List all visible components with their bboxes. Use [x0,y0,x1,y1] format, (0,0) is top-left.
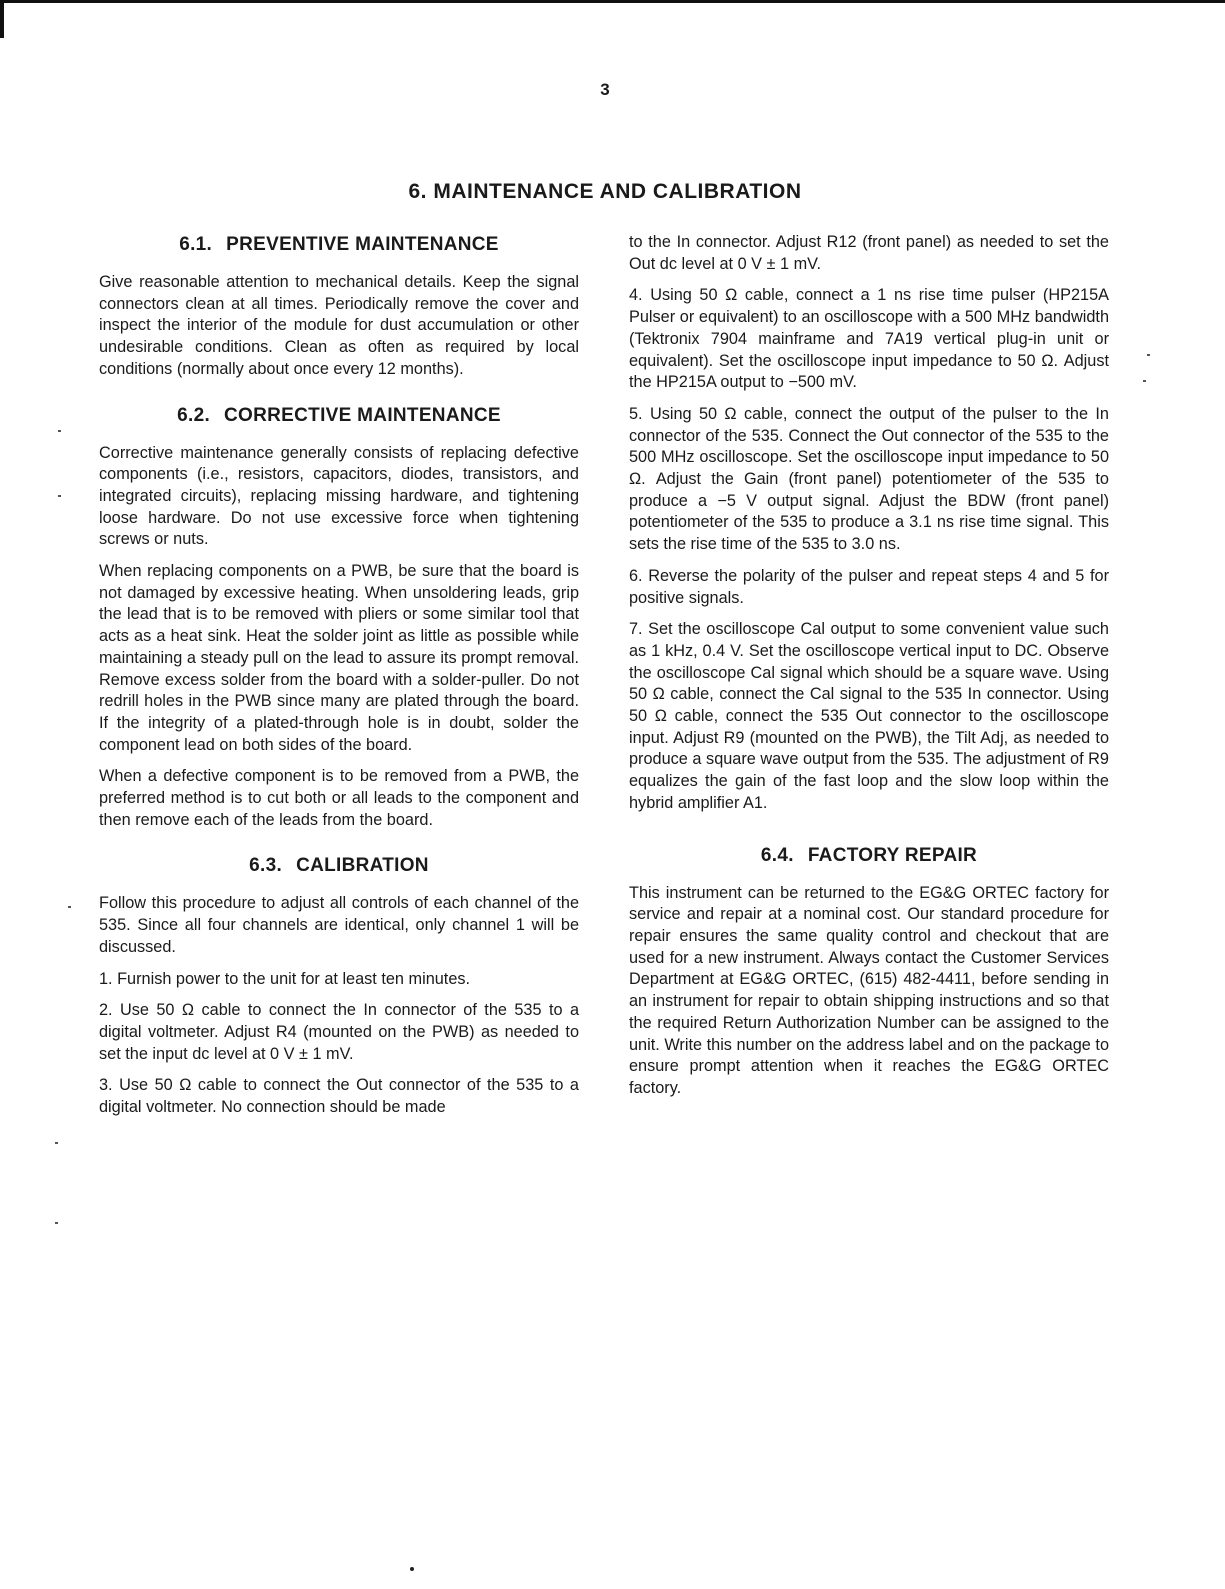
scan-speck [55,1222,58,1224]
section-heading [99,853,579,879]
section-corrective-maintenance [99,403,579,832]
section-heading [99,403,579,429]
right-column [629,232,1109,1110]
scan-speck [58,495,61,497]
procedure-step: 2. Use 50 Ω cable to connect the In connector of the 535 to a digital voltmeter. Adjust R4 (mounted on the PWB) as needed to set the input dc level at 0 V ± 1 mV. [99,1001,579,1063]
section-number: 6.4. [760,844,794,866]
scan-speck [1143,380,1146,382]
scan-speck [55,1142,58,1144]
procedure-step: 6. Reverse the polarity of the pulser and repeat steps 4 and 5 for positive signals. [629,566,1109,607]
procedure-step-continuation: to the In connector. Adjust R12 (front panel) as needed to set the Out dc level at 0 V ± 1 mV. [629,233,1109,273]
section-title: CORRECTIVE MAINTENANCE [224,404,501,426]
section-heading [629,843,1109,869]
section-number: 6.2. [177,404,211,426]
page-top-edge [0,0,1225,3]
section-number: 6.1. [179,234,213,255]
paragraph: Follow this procedure to adjust all controls of each channel of the 535. Since all four channels are identical, only channel 1 will be discussed. [99,894,579,956]
section-title: FACTORY REPAIR [807,844,978,866]
procedure-step: 1. Furnish power to the unit for at least ten minutes. [99,969,471,988]
procedure-step: 4. Using 50 Ω cable, connect a 1 ns rise time pulser (HP215A Pulser or equivalent) to an oscilloscope with a 500 MHz bandwidth (Tektronix 7904 mainframe and 7A19 vertical plug-in unit or equivalent). Set the oscilloscope input impedance to 50 Ω. Adjust the HP215A output to −500 mV. [629,286,1109,392]
procedure-step: 3. Use 50 Ω cable to connect the Out connector of the 535 to a digital voltmeter. No connection should be made [99,1076,579,1117]
scan-speck [68,906,71,908]
procedure-step: 5. Using 50 Ω cable, connect the output of the pulser to the In connector of the 535. Connect the Out connector of the 535 to the 500 MHz oscilloscope. Set the oscilloscope input impedance to 50 Ω. Adjust the Gain (front panel) potentiometer of the 535 to produce a −5 V output signal. Adjust the BDW (front panel) potentiometer of the 535 to produce a 3.1 ns rise time signal. This sets the rise time of the 535 to 3.0 ns. [629,404,1109,554]
chapter-title: 6. MAINTENANCE AND CALIBRATION [408,180,802,203]
section-heading [99,232,579,258]
paragraph: Give reasonable attention to mechanical details. Keep the signal connectors clean at all times. Periodically remove the cover and inspect the interior of the module for dust accumulation or other undesirable conditions. Clean as often as required by local conditions (normally about once every 12 months). [99,273,579,378]
paragraph: When replacing components on a PWB, be sure that the board is not damaged by excessive heating. When unsoldering leads, grip the lead that is to be removed with pliers or some similar tool that acts as a heat sink. Heat the solder joint as little as possible while maintaining a steady pull on the lead to assure its prompt removal. Remove excess solder from the board with a solder-puller. Do not redrill holes in the PWB since many are plated through the board. If the integrity of a plated-through hole is in doubt, solder the component lead on both sides of the board. [99,562,579,754]
procedure-step: 7. Set the oscilloscope Cal output to some convenient value such as 1 kHz, 0.4 V. Set the oscilloscope vertical input to DC. Observe the oscilloscope Cal signal which should be a square wave. Using 50 Ω cable, connect the Cal signal to the 535 In connector. Using 50 Ω cable, connect the 535 Out connector to the oscilloscope input. Adjust R9 (mounted on the PWB), the Tilt Adj, as needed to produce a square wave output from the 535. The adjustment of R9 equalizes the gain of the fast loop and the slow loop within the hybrid amplifier A1. [629,620,1109,812]
section-title: PREVENTIVE MAINTENANCE [226,234,499,255]
scan-speck [58,430,61,432]
scan-speck [1147,354,1150,356]
section-preventive-maintenance [99,232,579,381]
section-number: 6.3. [249,855,283,877]
binding-mark [0,0,4,38]
section-factory-repair [629,843,1109,1100]
page-number: 3 [600,80,610,99]
paragraph: When a defective component is to be removed from a PWB, the preferred method is to cut both or all leads to the component and then remove each of the leads from the board. [99,767,579,829]
scan-speck [410,1567,414,1571]
paragraph: Corrective maintenance generally consists of replacing defective components (i.e., resistors, capacitors, diodes, transistors, and integrated circuits), replacing missing hardware, and tightening loose hardware. Do not use excessive force when tightening screws or nuts. [99,443,579,549]
paragraph: This instrument can be returned to the EG&G ORTEC factory for service and repair at a nominal cost. Our standard procedure for repair ensures the same quality control and checkout that are used for a new instrument. Always contact the Customer Services Department at EG&G ORTEC, (615) 482-4411, before sending in an instrument for repair to obtain shipping instructions and so that the required Return Authorization Number can be assigned to the unit. Write this number on the address label and on the package to ensure prompt attention when it reaches the EG&G ORTEC factory. [629,883,1109,1097]
left-column [99,232,579,1129]
section-calibration [99,853,579,1118]
section-title: CALIBRATION [296,855,429,877]
